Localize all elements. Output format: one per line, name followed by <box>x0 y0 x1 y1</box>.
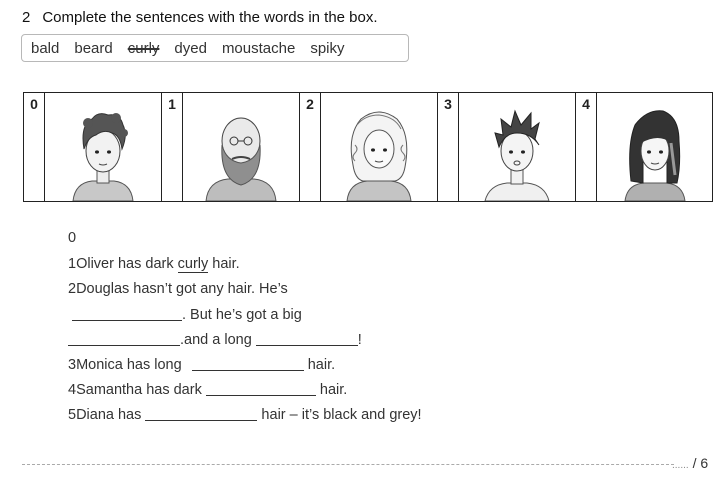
sentence-2-number: 2 <box>68 281 77 297</box>
answer-blank[interactable] <box>206 379 316 396</box>
sentence-3-end: hair. <box>303 357 336 373</box>
sentence-2-text-d: ! <box>357 332 362 348</box>
sentence-1-answer: curly <box>177 256 209 272</box>
sentence-1-text: Oliver has dark <box>76 256 178 272</box>
sentence-2-line-3 <box>68 329 362 350</box>
answer-blank[interactable] <box>192 354 304 371</box>
sentence-5-end: hair – it’s black and grey! <box>257 407 422 423</box>
word-moustache: moustache <box>221 39 296 57</box>
sentence-4 <box>68 379 347 400</box>
word-beard: beard <box>74 39 113 57</box>
sentence-3 <box>68 354 335 375</box>
word-box <box>21 34 409 62</box>
sentence-1 <box>68 254 240 274</box>
picture-label: 0 <box>24 93 45 201</box>
score-divider <box>22 464 674 465</box>
sentence-1-number: 1 <box>68 256 77 272</box>
picture-cell <box>576 93 713 201</box>
sentence-5 <box>68 404 422 425</box>
sentence-5-text: Diana has <box>76 407 146 423</box>
score <box>672 455 708 471</box>
sentence-1-end: hair. <box>208 256 240 272</box>
exercise-number: 2 <box>22 9 31 26</box>
spiky-hair-boy-icon <box>459 93 575 201</box>
word-bald: bald <box>31 39 60 57</box>
sentence-2-text-b: . But he’s got a big <box>182 307 302 323</box>
score-total: / 6 <box>692 455 709 471</box>
sentence-4-number: 4 <box>68 382 77 398</box>
curly-blonde-girl-icon <box>321 93 437 201</box>
picture-strip <box>23 92 713 202</box>
picture-cell <box>24 93 162 201</box>
bald-bearded-man-icon <box>183 93 299 201</box>
dyed-hair-woman-icon <box>597 93 713 201</box>
answer-blank[interactable] <box>256 329 358 346</box>
sentence-3-text: Monica has long <box>76 357 186 373</box>
sentence-2-line-2 <box>68 304 302 325</box>
sentence-2-text-c: .and a long <box>180 332 256 348</box>
word-curly: curly <box>127 39 160 57</box>
picture-label: 4 <box>576 93 597 201</box>
picture-cell <box>162 93 300 201</box>
answer-blank[interactable] <box>145 404 257 421</box>
sentence-4-end: hair. <box>315 382 348 398</box>
answer-blank[interactable] <box>68 329 180 346</box>
sentence-0 <box>68 228 76 248</box>
word-dyed: dyed <box>174 39 207 57</box>
answer-blank[interactable] <box>72 304 182 321</box>
picture-label: 3 <box>438 93 459 201</box>
picture-label: 1 <box>162 93 183 201</box>
curly-hair-boy-icon <box>45 93 161 201</box>
word-spiky: spiky <box>310 39 345 57</box>
picture-label: 2 <box>300 93 321 201</box>
score-dots: ...... <box>672 460 689 471</box>
sentence-4-text: Samantha has dark <box>76 382 206 398</box>
sentence-2 <box>68 279 288 299</box>
sentence-2-text: Douglas hasn’t got any hair. He’s <box>76 281 288 297</box>
picture-cell <box>300 93 438 201</box>
sentence-5-number: 5 <box>68 407 77 423</box>
sentence-3-number: 3 <box>68 357 77 373</box>
sentence-0-number: 0 <box>68 230 77 246</box>
picture-cell <box>438 93 576 201</box>
exercise-instruction: Complete the sentences with the words in the box. <box>42 9 378 26</box>
exercise-title <box>22 9 378 26</box>
